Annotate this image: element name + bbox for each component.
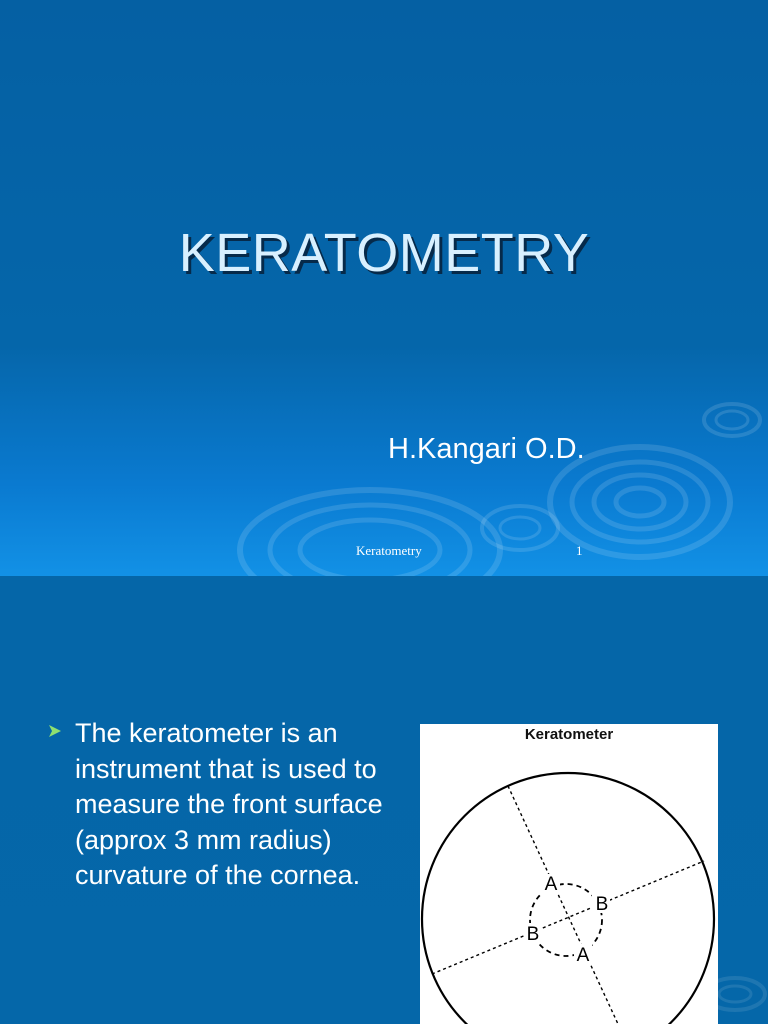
figure-title: Keratometer <box>524 726 614 743</box>
axis-line-b <box>432 861 704 974</box>
slide-title: KERATOMETRY <box>178 223 590 283</box>
arrow-bullet-icon <box>48 724 62 738</box>
keratometer-diagram <box>420 724 718 1024</box>
author-subtitle: H.Kangari O.D. <box>388 433 585 465</box>
label-a-bottom: A <box>576 945 590 966</box>
keratometer-figure <box>420 724 718 1024</box>
page-number: 1 <box>576 543 583 558</box>
label-a-top: A <box>544 874 558 895</box>
label-b-right: B <box>595 894 609 915</box>
footer-label: Keratometry <box>356 543 422 558</box>
cornea-outline <box>422 773 714 1024</box>
label-b-left: B <box>526 924 540 945</box>
bullet-text: The keratometer is an instrument that is used to measure the front surface (approx 3 mm radius) curvature of the cornea. <box>75 718 383 891</box>
